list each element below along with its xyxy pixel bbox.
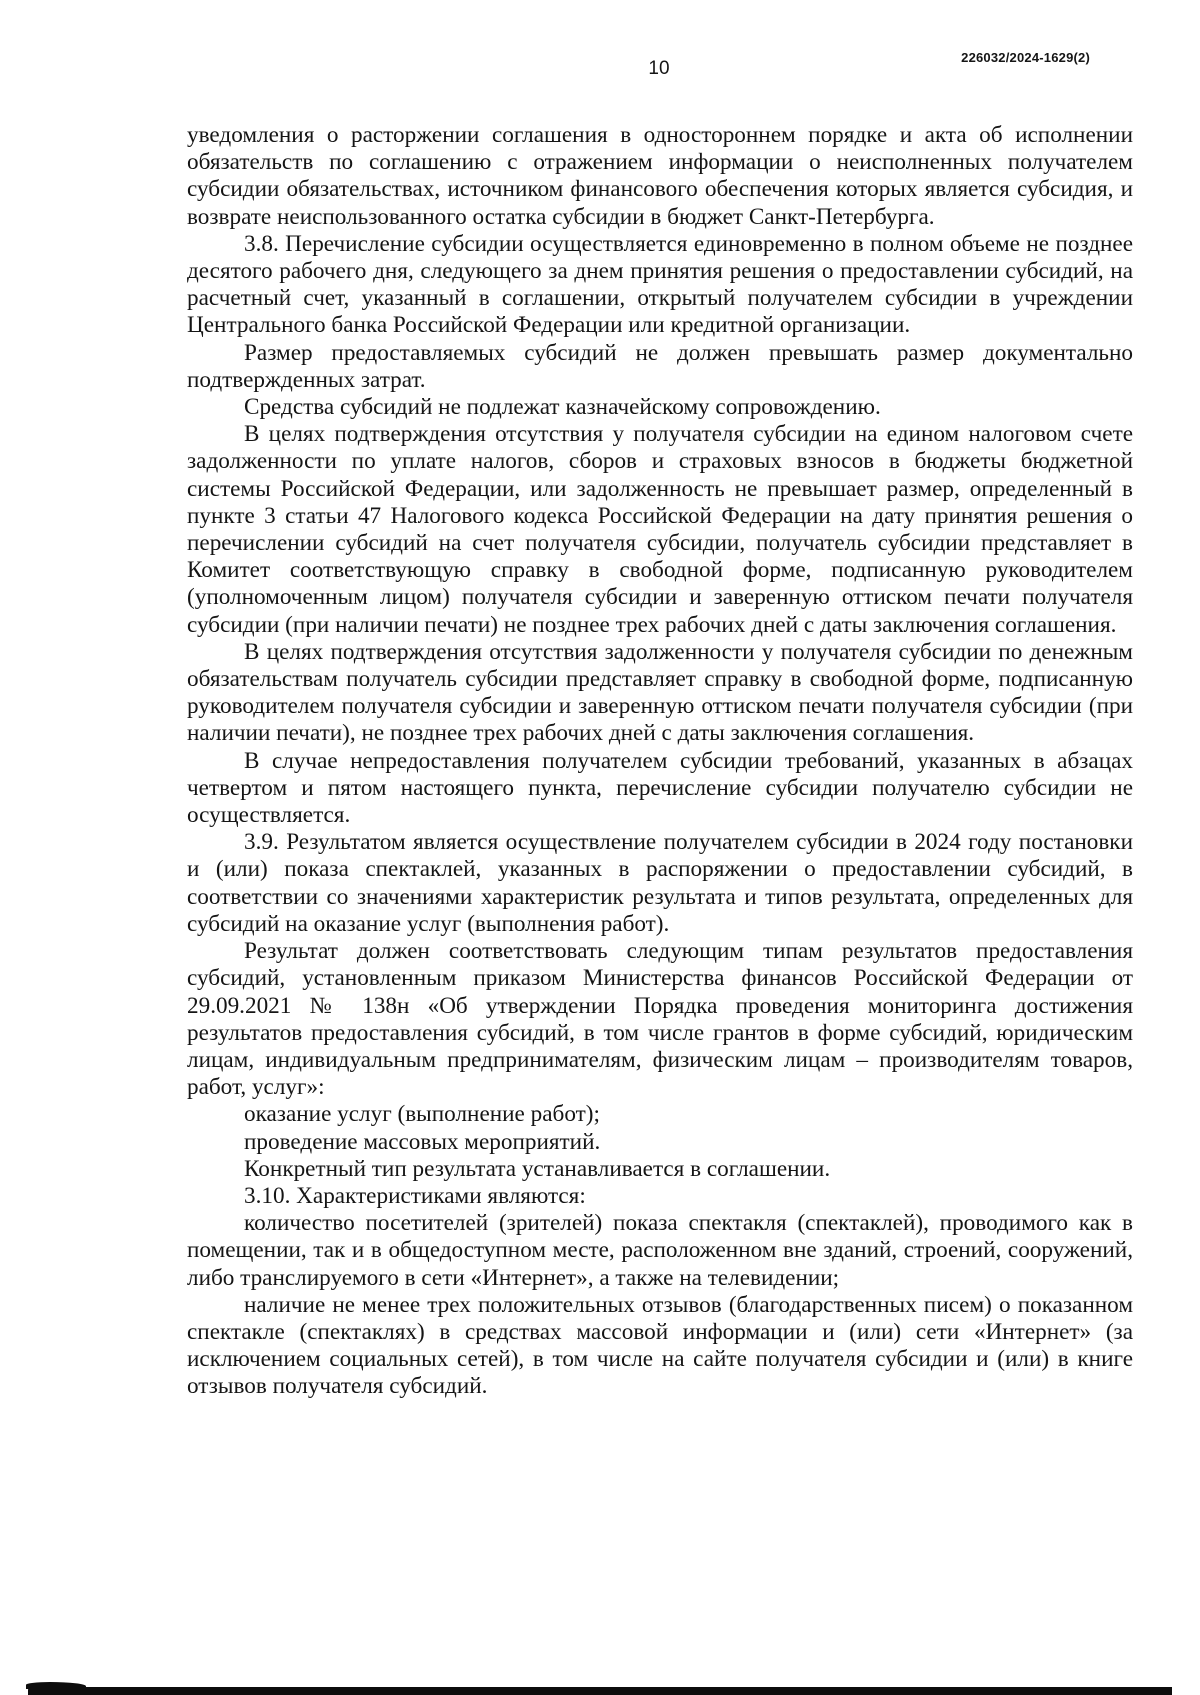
paragraph-3-8: 3.8. Перечисление субсидии осуществляется единовременно в полном объеме не позднее десятого рабочего дня, следующего за днем принятия решения о предоставлении субсидий, на расчетный счет, указанный в соглашении, открытый получателем субсидии в учреждении Центрального банка Российской Федерации или кредитной организации. bbox=[187, 230, 1133, 339]
paragraph-treasury-support: Средства субсидий не подлежат казначейскому сопровождению. bbox=[244, 394, 881, 421]
paragraph-positive-reviews: наличие не менее трех положительных отзывов (благодарственных писем) о показанном спектакле (спектаклях) в средствах массовой информации и (или) сети «Интернет» (за исключением социальных сетей), в том числе на сайте получателя субсидии и (или) в книге отзывов получателя субсидий. bbox=[187, 1291, 1133, 1400]
list-item-mass-events: проведение массовых мероприятий. bbox=[244, 1128, 601, 1155]
page-number: 10 bbox=[648, 58, 670, 79]
paragraph-visitors-count: количество посетителей (зрителей) показа спектакля (спектаклей), проводимого как в помещении, так и в общедоступном месте, расположенном вне зданий, строений, сооружений, либо транслируемого в сети «Интернет», а также на телевидении; bbox=[187, 1210, 1133, 1291]
paragraph-result-types: Результат должен соответствовать следующим типам результатов предоставления субсидий, установленным приказом Министерства финансов Российской Федерации от 29.09.2021 № 138н «Об утверждении Порядка проведения мониторинга достижения результатов предоставления субсидий, в том числе грантов в форме субсидий, юридическим лицам, индивидуальным предпринимателям, физическим лицам – производителям товаров, работ, услуг»: bbox=[187, 938, 1133, 1101]
paragraph-result-type-agreement: Конкретный тип результата устанавливается в соглашении. bbox=[244, 1155, 831, 1182]
list-item-services: оказание услуг (выполнение работ); bbox=[244, 1101, 600, 1128]
paragraph-tax-debt-certificate: В целях подтверждения отсутствия у получателя субсидии на едином налоговом счете задолженности по уплате налогов, сборов и страховых взносов в бюджеты бюджетной системы Российской Федерации, или задолженность не превышает размер, определенный в пункте 3 статьи 47 Налогового кодекса Российской Федерации на дату принятия решения о перечислении субсидий на счет получателя субсидии, получатель субсидии представляет в Комитет соответствующую справку в свободной форме, подписанную руководителем (уполномоченным лицом) получателя субсидии и заверенную оттиском печати получателя субсидии (при наличии печати) не позднее трех рабочих дней с даты заключения соглашения. bbox=[187, 421, 1133, 638]
bottom-rule bbox=[28, 1687, 1172, 1695]
paragraph-non-provision: В случае непредоставления получателем субсидии требований, указанных в абзацах четвертом и пятом настоящего пункта, перечисление субсидии получателю субсидии не осуществляется. bbox=[187, 747, 1133, 829]
paragraph-subsidy-size: Размер предоставляемых субсидий не должен превышать размер документально подтвержденных затрат. bbox=[187, 339, 1133, 393]
document-body bbox=[187, 122, 1133, 1401]
document-registration-number: 226032/2024-1629(2) bbox=[961, 50, 1090, 65]
paragraph-monetary-debt-certificate: В целях подтверждения отсутствия задолженности у получателя субсидии по денежным обязательствам получатель субсидии представляет справку в свободной форме, подписанную руководителем получателя субсидии и заверенную оттиском печати получателя субсидии (при наличии печати), не позднее трех рабочих дней с даты заключения соглашения. bbox=[187, 638, 1133, 747]
paragraph-continuation: уведомления о расторжении соглашения в одностороннем порядке и акта об исполнении обязательств по соглашению с отражением информации о неисполненных получателем субсидии обязательствах, источником финансового обеспечения которых является субсидия, и возврате неиспользованного остатка субсидии в бюджет Санкт-Петербурга. bbox=[187, 122, 1133, 230]
paragraph-3-9: 3.9. Результатом является осуществление получателем субсидии в 2024 году постановки и (или) показа спектаклей, указанных в распоряжении о предоставлении субсидий, в соответствии со значениями характеристик результата и типов результата, определенных для субсидий на оказание услуг (выполнения работ). bbox=[187, 829, 1133, 937]
paragraph-3-10: 3.10. Характеристиками являются: bbox=[244, 1182, 586, 1209]
